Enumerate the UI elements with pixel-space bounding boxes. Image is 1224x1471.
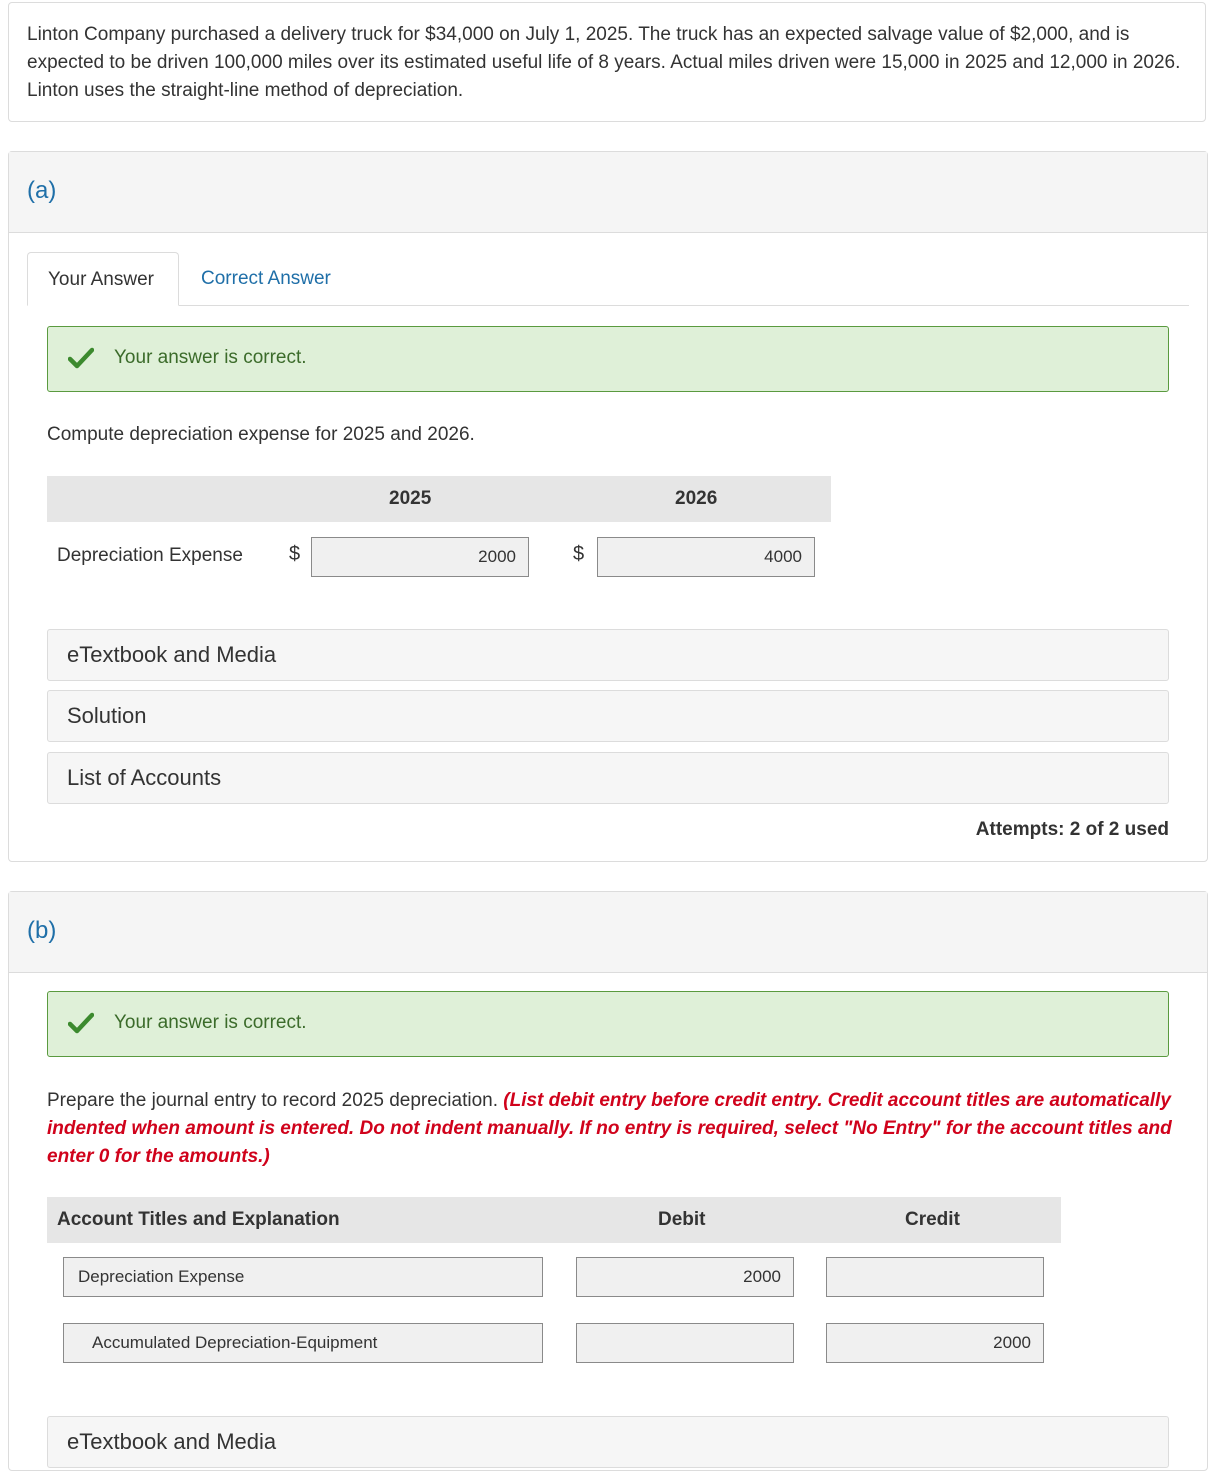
instruction-text: Compute depreciation expense for 2025 and 2026.: [47, 424, 475, 445]
header-credit: Credit: [905, 1209, 960, 1230]
dollar-sign: $: [573, 543, 585, 565]
part-a-header: [9, 152, 1207, 233]
credit-input-row-1[interactable]: [826, 1257, 1044, 1297]
journal-header-row: [47, 1197, 1061, 1243]
problem-text: Linton Company purchased a delivery truck for $34,000 on July 1, 2025. The truck has an expected salvage value of $2,000, and is expected to be driven 100,000 miles over its estimated useful life of 8 years. Actual miles driven were 15,000 in 2025 and 12,000 in 2026. Linton uses the straight-line method of depreciation.: [27, 24, 1181, 101]
header-2025: 2025: [389, 488, 432, 509]
problem-statement: [8, 2, 1206, 122]
etextbook-media-link[interactable]: eTextbook and Media: [47, 629, 1169, 681]
depreciation-2025-input[interactable]: 2000: [311, 537, 529, 577]
debit-input-row-1[interactable]: 2000: [576, 1257, 794, 1297]
tab-your-answer[interactable]: Your Answer: [27, 252, 179, 306]
attempts-counter: Attempts: 2 of 2 used: [975, 819, 1169, 840]
banner-text: Your answer is correct.: [114, 347, 307, 368]
part-b-header: [9, 892, 1207, 973]
depreciation-2026-input[interactable]: 4000: [597, 537, 815, 577]
correct-banner: [47, 326, 1169, 392]
header-2026: 2026: [675, 488, 718, 509]
banner-text: Your answer is correct.: [114, 1012, 307, 1033]
header-account-titles: Account Titles and Explanation: [57, 1209, 340, 1230]
dollar-sign: $: [289, 543, 301, 565]
checkmark-icon: [68, 1012, 94, 1034]
tab-correct-answer[interactable]: Correct Answer: [201, 268, 331, 289]
instruction-plain: Prepare the journal entry to record 2025 depreciation.: [47, 1090, 504, 1111]
correct-banner: [47, 991, 1169, 1057]
instruction-red: (List debit entry before credit entry. Credit account titles are automatically indented when amount is entered. Do not indent manually. If no entry is required, select "No Entry" for the account titles and enter 0 for the amounts.): [47, 1090, 1172, 1167]
checkmark-icon: [68, 347, 94, 369]
etextbook-media-link[interactable]: eTextbook and Media: [47, 1416, 1169, 1468]
part-a-label: (a): [27, 177, 57, 204]
table-header-row: [47, 476, 831, 522]
header-debit: Debit: [658, 1209, 706, 1230]
part-b-label: (b): [27, 917, 57, 944]
credit-input-row-2[interactable]: 2000: [826, 1323, 1044, 1363]
debit-input-row-2[interactable]: [576, 1323, 794, 1363]
account-title-input-row-2[interactable]: Accumulated Depreciation-Equipment: [63, 1323, 543, 1363]
part-a-panel: [8, 151, 1208, 862]
account-title-input-row-1[interactable]: Depreciation Expense: [63, 1257, 543, 1297]
row-label-depreciation-expense: Depreciation Expense: [57, 545, 243, 566]
list-of-accounts-link[interactable]: List of Accounts: [47, 752, 1169, 804]
answer-tabs: [27, 252, 1189, 306]
solution-link[interactable]: Solution: [47, 690, 1169, 742]
journal-instruction: [47, 1087, 1177, 1171]
part-b-panel: [8, 891, 1208, 1471]
